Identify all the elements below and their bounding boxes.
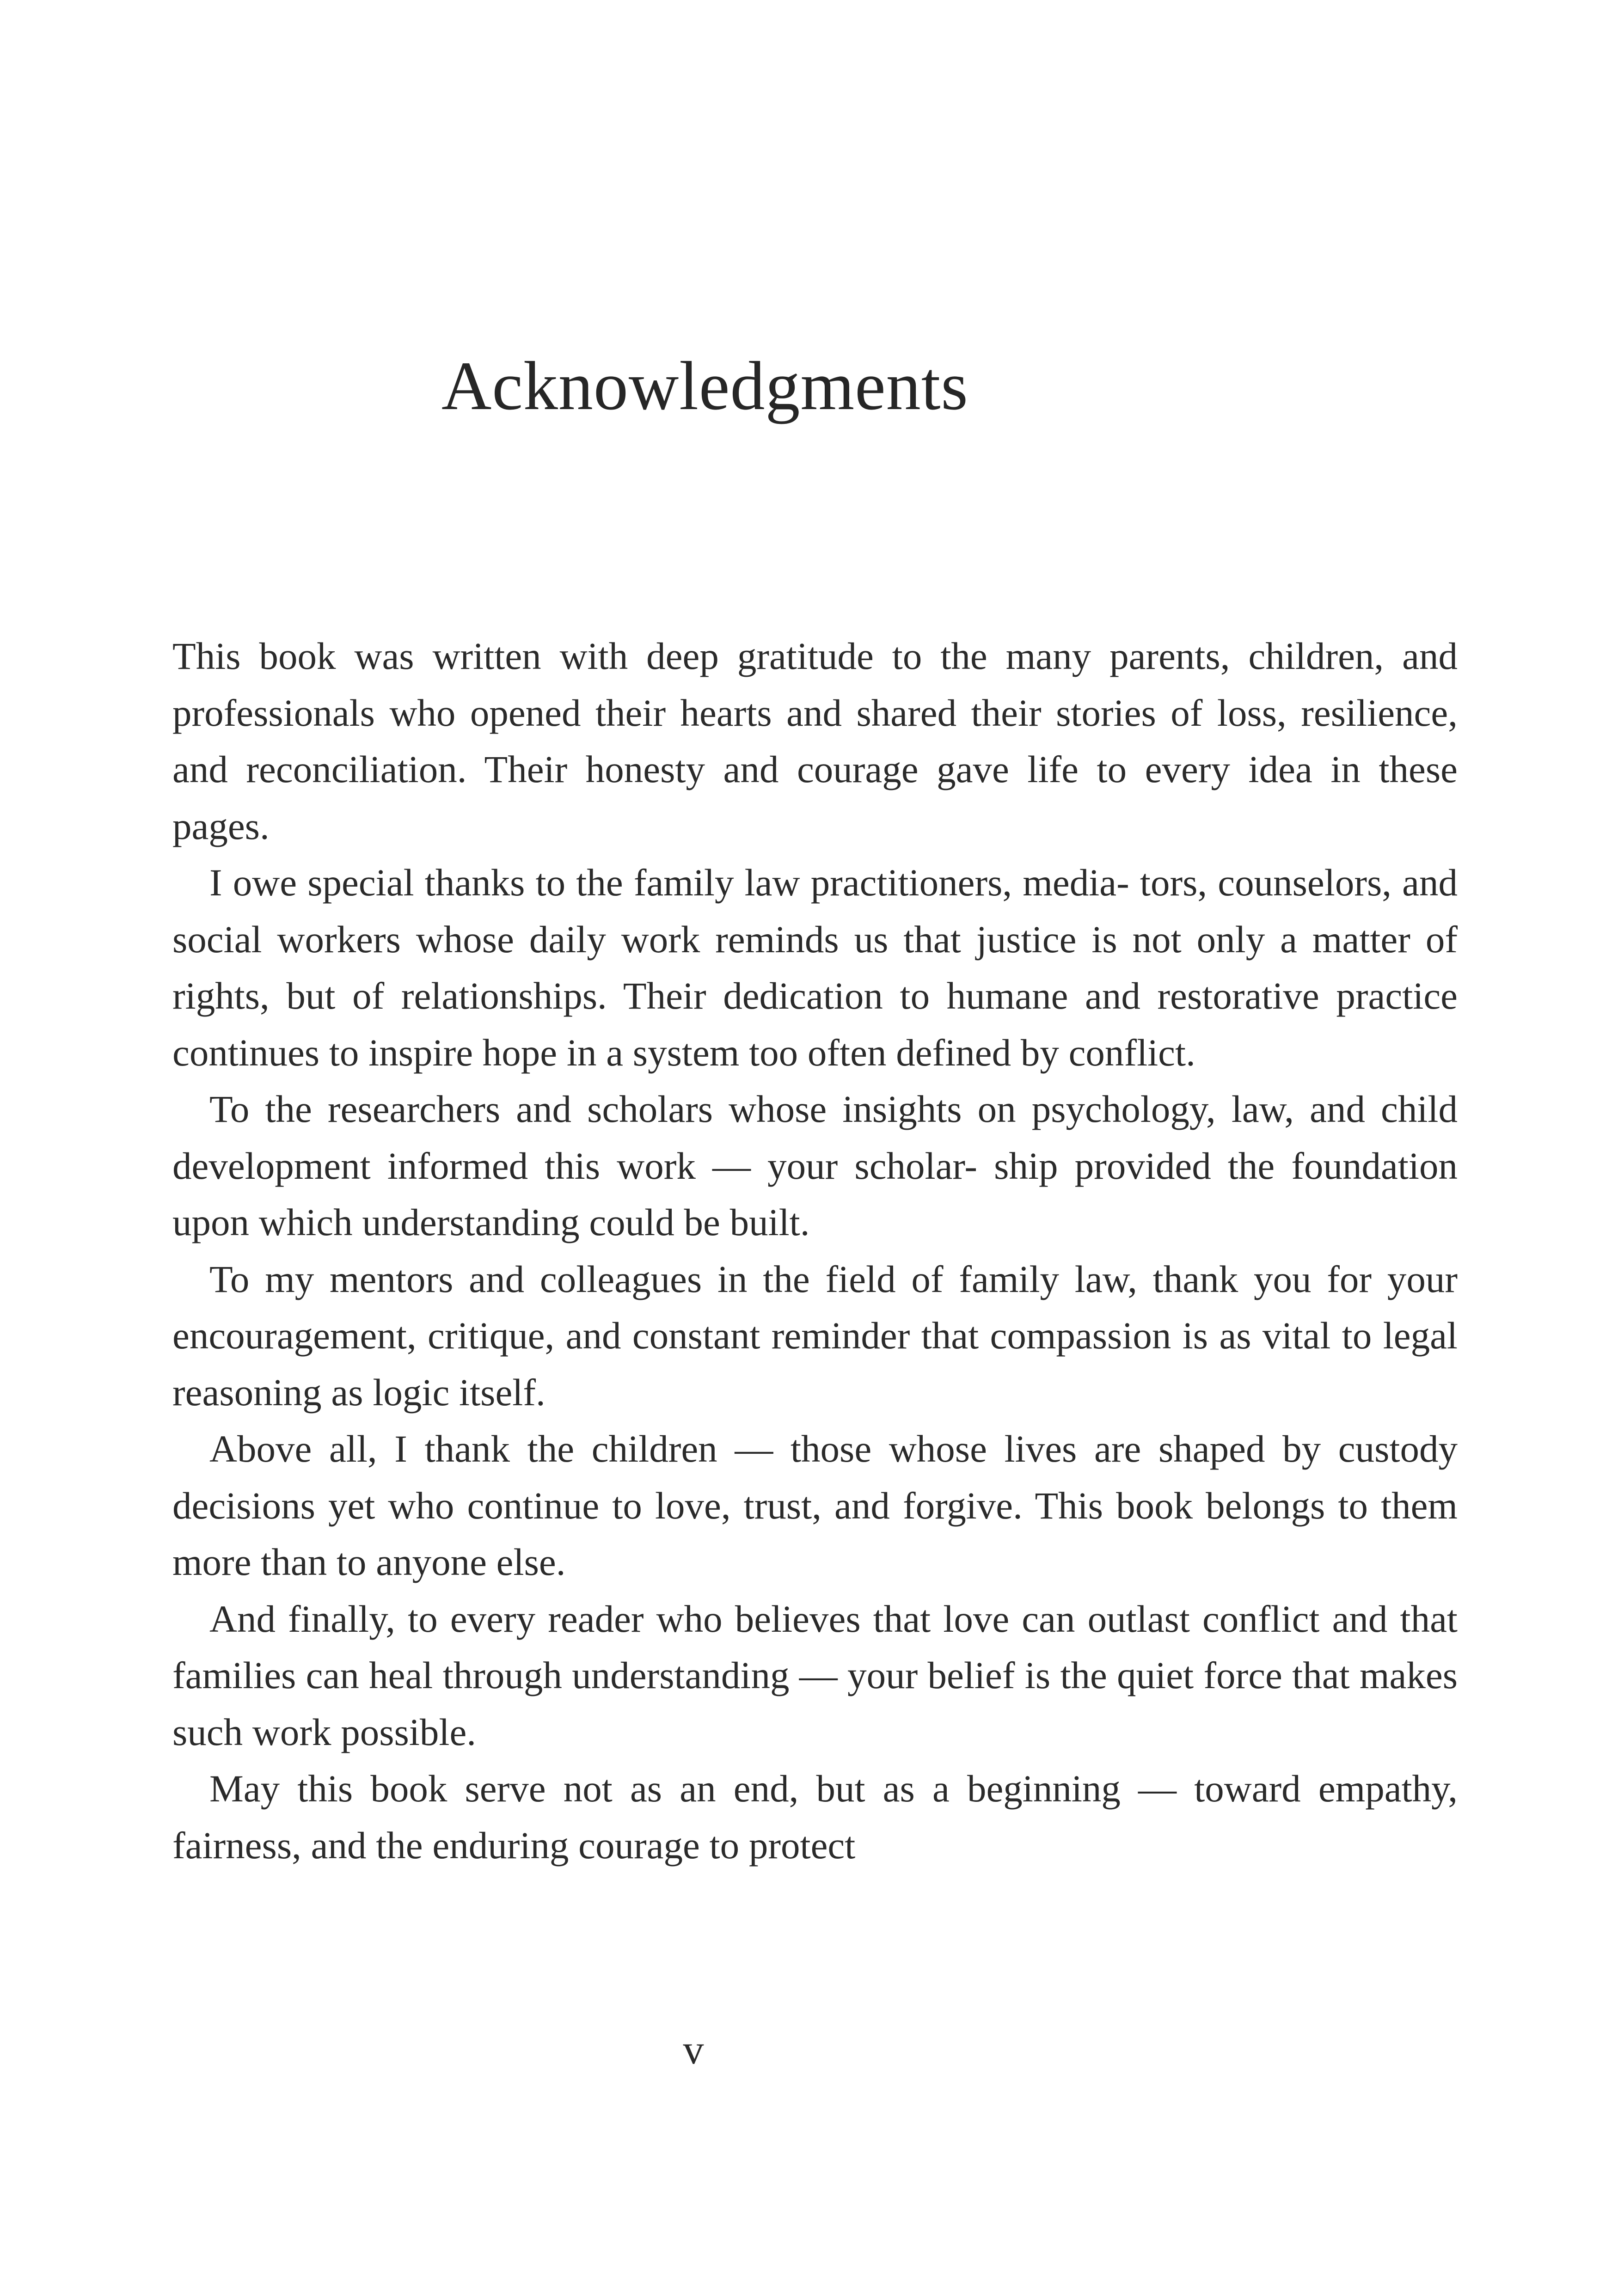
acknowledgments-body [172, 628, 1458, 1874]
paragraph-7: May this book serve not as an end, but as a beginning — toward empathy, fairness, and the enduring courage to protect [172, 1767, 1458, 1867]
paragraph-5: Above all, I thank the children — those whose lives are shaped by custody decisions yet who continue to love, trust, and forgive. This book belongs to them more than to anyone else. [172, 1427, 1458, 1583]
paragraph-4: To my mentors and colleagues in the field of family law, thank you for your encouragement, critique, and constant reminder that compassion is as vital to legal reasoning as logic itself. [172, 1257, 1458, 1414]
paragraph-2: I owe special thanks to the family law practitioners, media- tors, counselors, and social workers whose daily work reminds us that justice is not only a matter of rights, but of relationships. Their dedication to humane and restorative practice continues to inspire hope in a system too often defined by conflict. [172, 861, 1458, 1074]
paragraph-3: To the researchers and scholars whose insights on psychology, law, and child development informed this work — your scholar- ship provided the foundation upon which understanding could be built. [172, 1088, 1458, 1243]
paragraph-6: And finally, to every reader who believes that love can outlast conflict and that families can heal through understanding — your belief is the quiet force that makes such work possible. [172, 1597, 1458, 1753]
paragraph-1: This book was written with deep gratitude to the many parents, children, and professionals who opened their hearts and shared their stories of loss, resilience, and reconciliation. Their honesty and courage gave life to every idea in these pages. [172, 635, 1458, 847]
page-number: v [683, 2027, 704, 2073]
page-title: Acknowledgments [441, 348, 968, 424]
